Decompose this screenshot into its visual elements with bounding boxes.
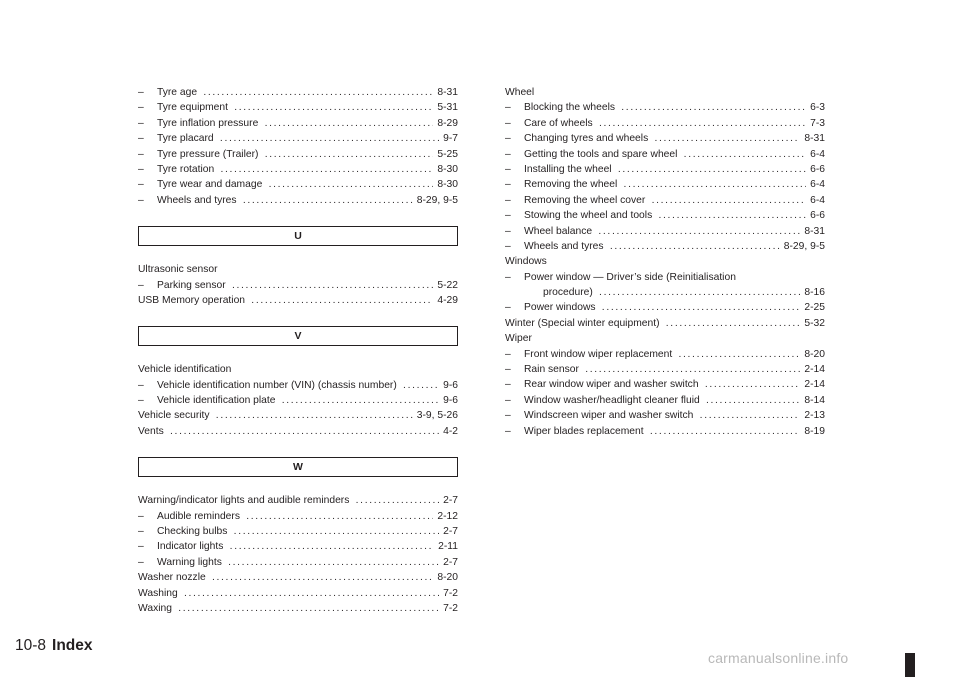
index-entry: – Vehicle identification number (VIN) (chassis number) . . . 9-6 <box>138 378 458 393</box>
index-entry: – Getting the tools and spare wheel . . . 6-4 <box>505 147 825 162</box>
index-entry: – Power windows . . . 2-25 <box>505 300 825 315</box>
index-heading: Vehicle identification <box>138 364 232 376</box>
index-entry: – Audible reminders . . . 2-12 <box>138 509 458 524</box>
index-entry: – Tyre rotation . . . 8-30 <box>138 162 458 177</box>
index-heading: Ultrasonic sensor <box>138 264 218 276</box>
index-entry: – Changing tyres and wheels . . . 8-31 <box>505 131 825 146</box>
index-entry: Winter (Special winter equipment) . . . 5-32 <box>505 316 825 331</box>
index-entry: Washing . . . 7-2 <box>138 586 458 601</box>
section-header-u: U <box>138 226 458 246</box>
index-entry: – Installing the wheel . . . 6-6 <box>505 162 825 177</box>
index-column-right <box>505 85 825 439</box>
page-footer <box>15 637 93 655</box>
index-entry: Warning/indicator lights and audible reminders . . . 2-7 <box>138 493 458 508</box>
index-entry: – Wheels and tyres . . . 8-29, 9-5 <box>505 239 825 254</box>
index-entry: – Warning lights . . . 2-7 <box>138 555 458 570</box>
index-entry: – Wiper blades replacement . . . 8-19 <box>505 424 825 439</box>
index-heading: Wiper <box>505 333 532 345</box>
section-title: Index <box>52 637 93 654</box>
index-entry: – Removing the wheel cover . . . 6-4 <box>505 193 825 208</box>
group-tyre <box>138 85 458 208</box>
index-entry: – Tyre pressure (Trailer) . . . 5-25 <box>138 147 458 162</box>
index-entry: – Vehicle identification plate . . . 9-6 <box>138 393 458 408</box>
section-header-v: V <box>138 326 458 346</box>
index-entry: – Checking bulbs . . . 2-7 <box>138 524 458 539</box>
index-entry: – Rain sensor . . . 2-14 <box>505 362 825 377</box>
index-entry: – Stowing the wheel and tools . . . 6-6 <box>505 208 825 223</box>
index-entry: – Power window — Driver’s side (Reinitialisation procedure) . . . 8-16 <box>505 270 825 301</box>
index-entry: – Indicator lights . . . 2-11 <box>138 539 458 554</box>
index-entry: – Care of wheels . . . 7-3 <box>505 116 825 131</box>
index-entry: – Parking sensor . . . 5-22 <box>138 278 458 293</box>
index-column-left <box>138 85 458 616</box>
index-entry: – Windscreen wiper and washer switch . . . 2-13 <box>505 408 825 423</box>
index-entry: – Tyre wear and damage . . . 8-30 <box>138 177 458 192</box>
index-entry: Vents . . . 4-2 <box>138 424 458 439</box>
index-entry: – Blocking the wheels . . . 6-3 <box>505 100 825 115</box>
index-entry: – Tyre placard . . . 9-7 <box>138 131 458 146</box>
index-heading: Windows <box>505 256 547 268</box>
index-entry: – Tyre equipment . . . 5-31 <box>138 100 458 115</box>
index-entry: USB Memory operation . . . 4-29 <box>138 293 458 308</box>
index-entry: – Front window wiper replacement . . . 8-20 <box>505 347 825 362</box>
index-entry: Waxing . . . 7-2 <box>138 601 458 616</box>
section-header-w: W <box>138 457 458 477</box>
index-entry: Vehicle security . . . 3-9, 5-26 <box>138 408 458 423</box>
index-entry: Washer nozzle . . . 8-20 <box>138 570 458 585</box>
watermark: carmanualsonline.info <box>708 650 849 666</box>
page-number: 10-8 <box>15 637 47 654</box>
index-heading: Wheel <box>505 87 535 98</box>
watermark-mark <box>905 653 915 677</box>
index-entry: – Wheels and tyres . . . 8-29, 9-5 <box>138 193 458 208</box>
index-entry: – Rear window wiper and washer switch . . . 2-14 <box>505 377 825 392</box>
index-entry: – Tyre age . . . 8-31 <box>138 85 458 100</box>
index-entry: – Window washer/headlight cleaner fluid . . . 8-14 <box>505 393 825 408</box>
index-entry: – Removing the wheel . . . 6-4 <box>505 177 825 192</box>
index-entry: – Tyre inflation pressure . . . 8-29 <box>138 116 458 131</box>
index-entry: – Wheel balance . . . 8-31 <box>505 224 825 239</box>
